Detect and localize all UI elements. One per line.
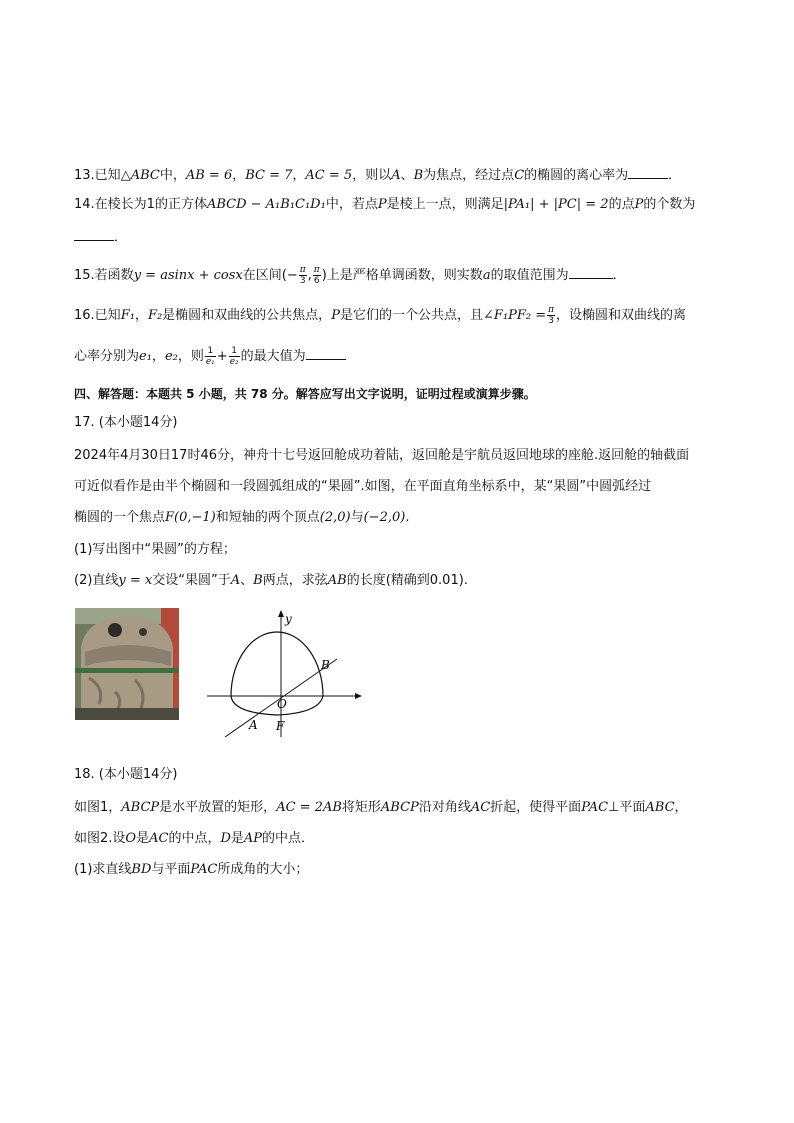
q17-text: ). [458, 573, 468, 588]
fraction [299, 265, 307, 286]
label-o: O [277, 697, 287, 711]
q16-text: 心率分别为 [74, 349, 140, 364]
fraction-numerator: 1 [229, 346, 240, 357]
q13-text: ，则以 [352, 168, 392, 183]
fraction-denominator: 3 [299, 276, 306, 286]
q15-var-a: a [482, 268, 491, 283]
q17-point-a: A [230, 573, 241, 588]
half-ellipse-arc [231, 632, 323, 696]
q18-subquestion-1 [74, 860, 308, 880]
q18-text: (1)求直线 [74, 862, 132, 877]
q17-text: . [405, 510, 410, 525]
q17-text: 的长度(精确到 [346, 573, 430, 588]
q14-prefix: 14.在棱长为1的正方体 [74, 197, 207, 212]
capsule-photo [75, 608, 179, 720]
fraction-numerator: 1 [205, 346, 216, 357]
answer-blank [74, 226, 114, 241]
q18-line-1 [74, 798, 688, 818]
q14-point-p: P [634, 197, 644, 212]
q17-paragraph-3 [74, 508, 409, 528]
q18-text: ， [674, 800, 688, 815]
q13-comma: ， [292, 168, 306, 183]
capsule-strap [75, 668, 179, 673]
fraction [313, 265, 321, 286]
q14-cube: ABCD − A₁B₁C₁D₁ [206, 197, 326, 212]
q18-line-bd: BD [131, 862, 152, 877]
q13-text: 的椭圆的离心率为 [524, 168, 629, 183]
q18-plane: ABC [645, 800, 675, 815]
q17-subquestion-1: (1)写出图中“果圆”的方程； [74, 542, 236, 557]
q17-subquestion-2 [74, 571, 468, 591]
q17-chord: AB [327, 573, 347, 588]
q18-text: 如图1， [74, 800, 122, 815]
question-14 [74, 195, 695, 215]
q15-open: (− [281, 268, 298, 283]
fraction-numerator: π [299, 265, 306, 275]
fraction-denominator: 3 [548, 316, 554, 326]
triangle-symbol: △ [120, 168, 131, 183]
capsule-hatch [139, 628, 147, 636]
q13-comma: ， [232, 168, 246, 183]
fraction-numerator: π [313, 265, 320, 275]
q18-line-2 [74, 829, 314, 849]
q16-text: 是椭圆和双曲线的公共焦点， [162, 308, 332, 323]
q18-equation: AC = 2AB [276, 800, 342, 815]
diagram-graphic [205, 607, 365, 737]
q15-close: ) [321, 268, 327, 283]
q16-comma: ， [134, 308, 148, 323]
q14-point-p: P [377, 197, 387, 212]
answer-blank [569, 264, 613, 279]
q16-point-p: P [331, 308, 340, 323]
q17-text: 两点，求弦 [262, 573, 328, 588]
q16-text: 是它们的一个公共点，且 [339, 308, 483, 323]
answer-blank [628, 164, 668, 179]
q17-header: 17. (本小题14分) [74, 415, 178, 430]
q18-text: 将矩形 [341, 800, 381, 815]
fruit-circle-diagram [205, 607, 365, 737]
q14-end: ． [114, 230, 128, 245]
q13-prefix: 13.已知 [74, 168, 121, 183]
q15-function: y = asinx + cosx [133, 268, 243, 283]
fraction [229, 346, 240, 367]
capsule-photo-graphic [75, 608, 179, 720]
y-axis-arrow [278, 610, 284, 617]
q18-segment: AP [243, 831, 263, 846]
q18-header: 18. (本小题14分) [74, 767, 178, 782]
q14-text: 的个数为 [643, 197, 696, 212]
q17-text: (2)直线 [74, 573, 119, 588]
q17-point: (−2,0) [363, 510, 406, 525]
q17-text: 交设“果圆”于 [152, 573, 231, 588]
q18-text: 沿对角线 [418, 800, 471, 815]
q15-text: 上是严格单调函数，则实数 [326, 268, 483, 283]
q13-abc: ABC [130, 168, 160, 183]
question-16-line2 [74, 345, 346, 367]
q16-angle: ∠F₁PF₂ = [482, 308, 547, 323]
q18-plane: PAC [581, 800, 609, 815]
fraction-denominator: e₁ [205, 357, 215, 367]
q16-e1: e₁ [139, 349, 152, 364]
q18-text: 与平面 [151, 862, 191, 877]
q17-text: 和短轴的两个顶点 [215, 510, 320, 525]
q15-prefix: 15.若函数 [74, 268, 134, 283]
q15-end: ． [612, 268, 626, 283]
q17-text: 、 [240, 573, 254, 588]
q18-point-o: O [125, 831, 137, 846]
question-15 [74, 264, 626, 286]
q18-rect: ABCP [121, 800, 160, 815]
q17-paragraph-2: 可近似看作是由半个椭圆和一段圆弧组成的“果圆”.如图，在平面直角坐标系中，某“果圆”中圆弧经过 [74, 479, 652, 494]
q16-comma: ， [151, 349, 165, 364]
question-14-line2 [74, 226, 127, 248]
q17-point: (2,0) [319, 510, 351, 525]
q13-text: 、 [400, 168, 414, 183]
q17-text: 椭圆的一个焦点 [74, 510, 166, 525]
q16-f1: F₁ [120, 308, 135, 323]
fraction [205, 346, 216, 367]
plus-sign: + [216, 349, 228, 364]
q18-rect: ABCP [380, 800, 419, 815]
q17-paragraph-1: 2024年4月30日17时46分，神舟十七号返回舱成功着陆，返回舱是宇航员返回地球的座舱.返回舱的轴截面 [74, 448, 690, 463]
q17-text: 与 [350, 510, 364, 525]
q18-text: 是 [136, 831, 150, 846]
fraction-denominator: e₂ [229, 357, 239, 367]
q17-point-b: B [253, 573, 263, 588]
q18-text: 的中点， [168, 831, 221, 846]
q18-text: 是水平放置的矩形， [159, 800, 277, 815]
q16-e2: e₂ [164, 349, 178, 364]
q17-precision: 0.01 [429, 573, 459, 588]
q13-ab: AB = 6 [185, 168, 233, 183]
q18-text: 的中点． [262, 831, 315, 846]
q13-point-c: C [514, 168, 525, 183]
q16-text: ，则 [177, 349, 204, 364]
fraction-denominator: 6 [313, 276, 320, 286]
q18-segment: AC [149, 831, 169, 846]
q17-focus: F(0,−1) [165, 510, 216, 525]
label-y: y [285, 612, 292, 626]
q16-prefix: 16.已知 [74, 308, 121, 323]
q18-point-d: D [220, 831, 231, 846]
q13-text: 为焦点，经过点 [423, 168, 515, 183]
q18-text: 所成角的大小； [217, 862, 309, 877]
fraction-numerator: π [548, 305, 555, 315]
q16-text: 的最大值为 [240, 349, 306, 364]
q15-comma: , [307, 268, 312, 283]
q13-bc: BC = 7 [245, 168, 293, 183]
q14-text: 中，若点 [325, 197, 378, 212]
question-16 [74, 305, 686, 326]
q13-point-a: A [391, 168, 401, 183]
q15-text: 在区间 [242, 268, 282, 283]
q15-text: 的取值范围为 [490, 268, 569, 283]
capsule-window [108, 623, 122, 637]
x-axis-arrow [355, 693, 362, 699]
q18-text: ⊥平面 [608, 800, 646, 815]
q17-line-eq: y = x [118, 573, 153, 588]
q14-text: 是棱上一点，则满足 [386, 197, 504, 212]
q13-ac: AC = 5 [305, 168, 353, 183]
q14-text: 的点 [608, 197, 635, 212]
label-f: F [276, 719, 285, 733]
label-b: B [321, 658, 330, 672]
q18-plane: PAC [190, 862, 218, 877]
q16-f2: F₂ [147, 308, 163, 323]
label-a: A [249, 718, 258, 732]
q13-point-b: B [413, 168, 424, 183]
fraction [547, 305, 555, 326]
q18-text: 是 [230, 831, 244, 846]
q18-text: 折起，使得平面 [490, 800, 582, 815]
question-13 [74, 164, 681, 186]
q16-text: ，设椭圆和双曲线的离 [556, 308, 687, 323]
photo-ground [75, 708, 179, 720]
q14-expression: |PA₁| + |PC| = 2 [503, 197, 609, 212]
q13-text: 中， [159, 168, 186, 183]
answer-blank [306, 345, 346, 360]
section-heading: 四、解答题：本题共 5 小题，共 78 分。解答应写出文字说明，证明过程或演算步骤。 [74, 387, 536, 401]
q18-text: 如图2.设 [74, 831, 126, 846]
q18-diagonal: AC [470, 800, 491, 815]
q13-end: ． [668, 168, 682, 183]
